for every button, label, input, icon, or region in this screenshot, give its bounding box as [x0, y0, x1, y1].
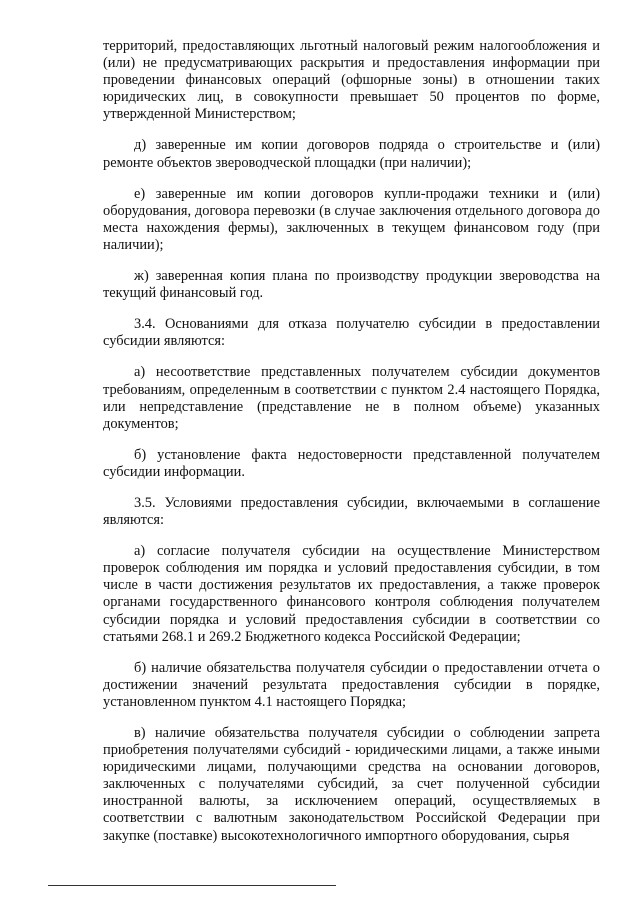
paragraph-item-d: д) заверенные им копии договоров подряда о строительстве и (или) ремонте объектов звероводческой площадки (при наличии);	[103, 137, 600, 171]
document-body	[103, 38, 600, 859]
paragraph-item-zh: ж) заверенная копия плана по производству продукции звероводства на текущий финансовый год.	[103, 268, 600, 302]
paragraph-3-5-item-v: в) наличие обязательства получателя субсидии о соблюдении запрета приобретения получателями субсидий - юридическими лицами, а также иными юридическими лицами, получающими средства на основании договоров, заключенных с получателями субсидий, за счет полученной субсидии иностранной валюты, за исключением операций, осуществляемых в соответствии с валютным законодательством Российской Федерации при закупке (поставке) высокотехнологичного импортного оборудования, сырья	[103, 725, 600, 844]
footer-divider	[48, 885, 336, 886]
paragraph-3-4-item-b: б) установление факта недостоверности представленной получателем субсидии информации.	[103, 446, 600, 480]
paragraph-offshore-continuation: территорий, предоставляющих льготный налоговый режим налогообложения и (или) не предусматривающих раскрытия и предоставления информации при проведении финансовых операций (офшорные зоны) в отношении таких юридических лиц, в совокупности превышает 50 процентов по форме, утвержденной Министерством;	[103, 38, 600, 123]
paragraph-3-5-item-b: б) наличие обязательства получателя субсидии о предоставлении отчета о достижении значений результата предоставления субсидии в порядке, установленном пунктом 4.1 настоящего Порядка;	[103, 659, 600, 710]
paragraph-3-4-item-a: а) несоответствие представленных получателем субсидии документов требованиям, определенным в соответствии с пунктом 2.4 настоящего Порядка, или непредставление (представление не в полном объеме) указанных документов;	[103, 364, 600, 432]
paragraph-section-3-5: 3.5. Условиями предоставления субсидии, включаемыми в соглашение являются:	[103, 494, 600, 529]
paragraph-section-3-4: 3.4. Основаниями для отказа получателю субсидии в предоставлении субсидии являются:	[103, 316, 600, 350]
paragraph-3-5-item-a: а) согласие получателя субсидии на осуществление Министерством проверок соблюдения им порядка и условий предоставления субсидии, в том числе в части достижения результатов их предоставления, а также проверок органами государственного финансового контроля соблюдения получателем субсидии порядка и условий предоставления субсидии в соответствии со статьями 268.1 и 269.2 Бюджетного кодекса Российской Федерации;	[103, 543, 600, 645]
paragraph-item-e: е) заверенные им копии договоров купли-продажи техники и (или) оборудования, договора перевозки (в случае заключения отдельного договора до места нахождения фермы), заключенных в текущем финансовом году (при наличии);	[103, 185, 600, 253]
